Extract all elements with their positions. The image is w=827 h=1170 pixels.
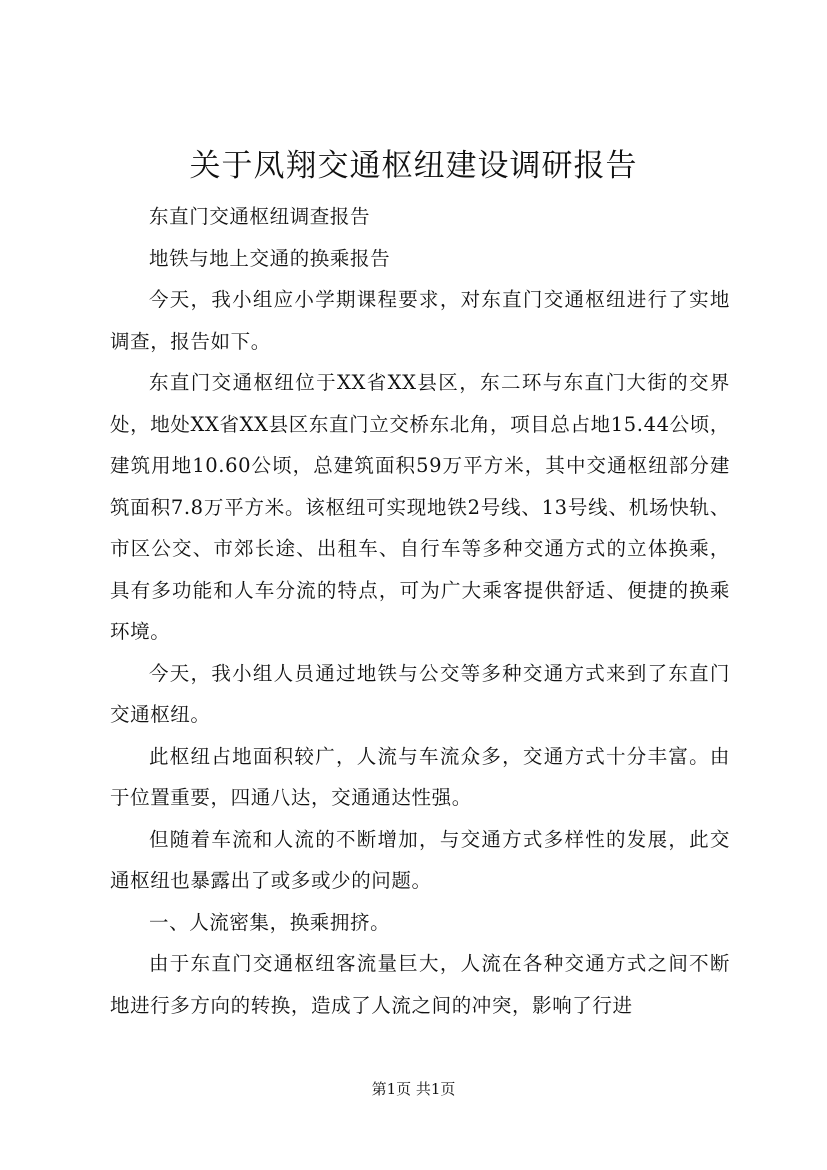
paragraph: 今天，我小组人员通过地铁与公交等多种交通方式来到了东直门交通枢纽。 xyxy=(110,661,730,726)
paragraph: 由于东直门交通枢纽客流量巨大，人流在各种交通方式之间不断地进行多方向的转换，造成了人流之间的冲突，影响了行进 xyxy=(110,952,730,1017)
paragraph: 一、人流密集，换乘拥挤。 xyxy=(149,910,391,934)
document-title: 关于凤翔交通枢纽建设调研报告 xyxy=(189,148,638,184)
paragraph: 但随着车流和人流的不断增加，与交通方式多样性的发展，此交通枢纽也暴露出了或多或少的问题。 xyxy=(110,827,730,892)
document-body xyxy=(110,196,730,1026)
paragraph: 此枢纽占地面积较广，人流与车流众多，交通方式十分丰富。由于位置重要，四通八达，交通通达性强。 xyxy=(110,744,730,809)
paragraph: 今天，我小组应小学期课程要求，对东直门交通枢纽进行了实地调查，报告如下。 xyxy=(110,288,730,353)
paragraph: 东直门交通枢纽调查报告 xyxy=(149,205,371,228)
paragraph: 地铁与地上交通的换乘报告 xyxy=(149,246,391,270)
paragraph: 东直门交通枢纽位于XX省XX县区，东二环与东直门大街的交界处，地处XX省XX县区东直门立交桥东北角，项目总占地15.44公顷，建筑用地10.60公顷，总建筑面积59万平方米，其中交通枢纽部分建筑面积7.8万平方米。该枢纽可实现地铁2号线、13号线、机场快轨、市区公交、市郊长途、出租车、自行车等多种交通方式的立体换乘，具有多功能和人车分流的特点，可为广大乘客提供舒适、便捷的换乘环境。 xyxy=(110,371,730,643)
page-footer: 第1页 共1页 xyxy=(371,1080,456,1098)
